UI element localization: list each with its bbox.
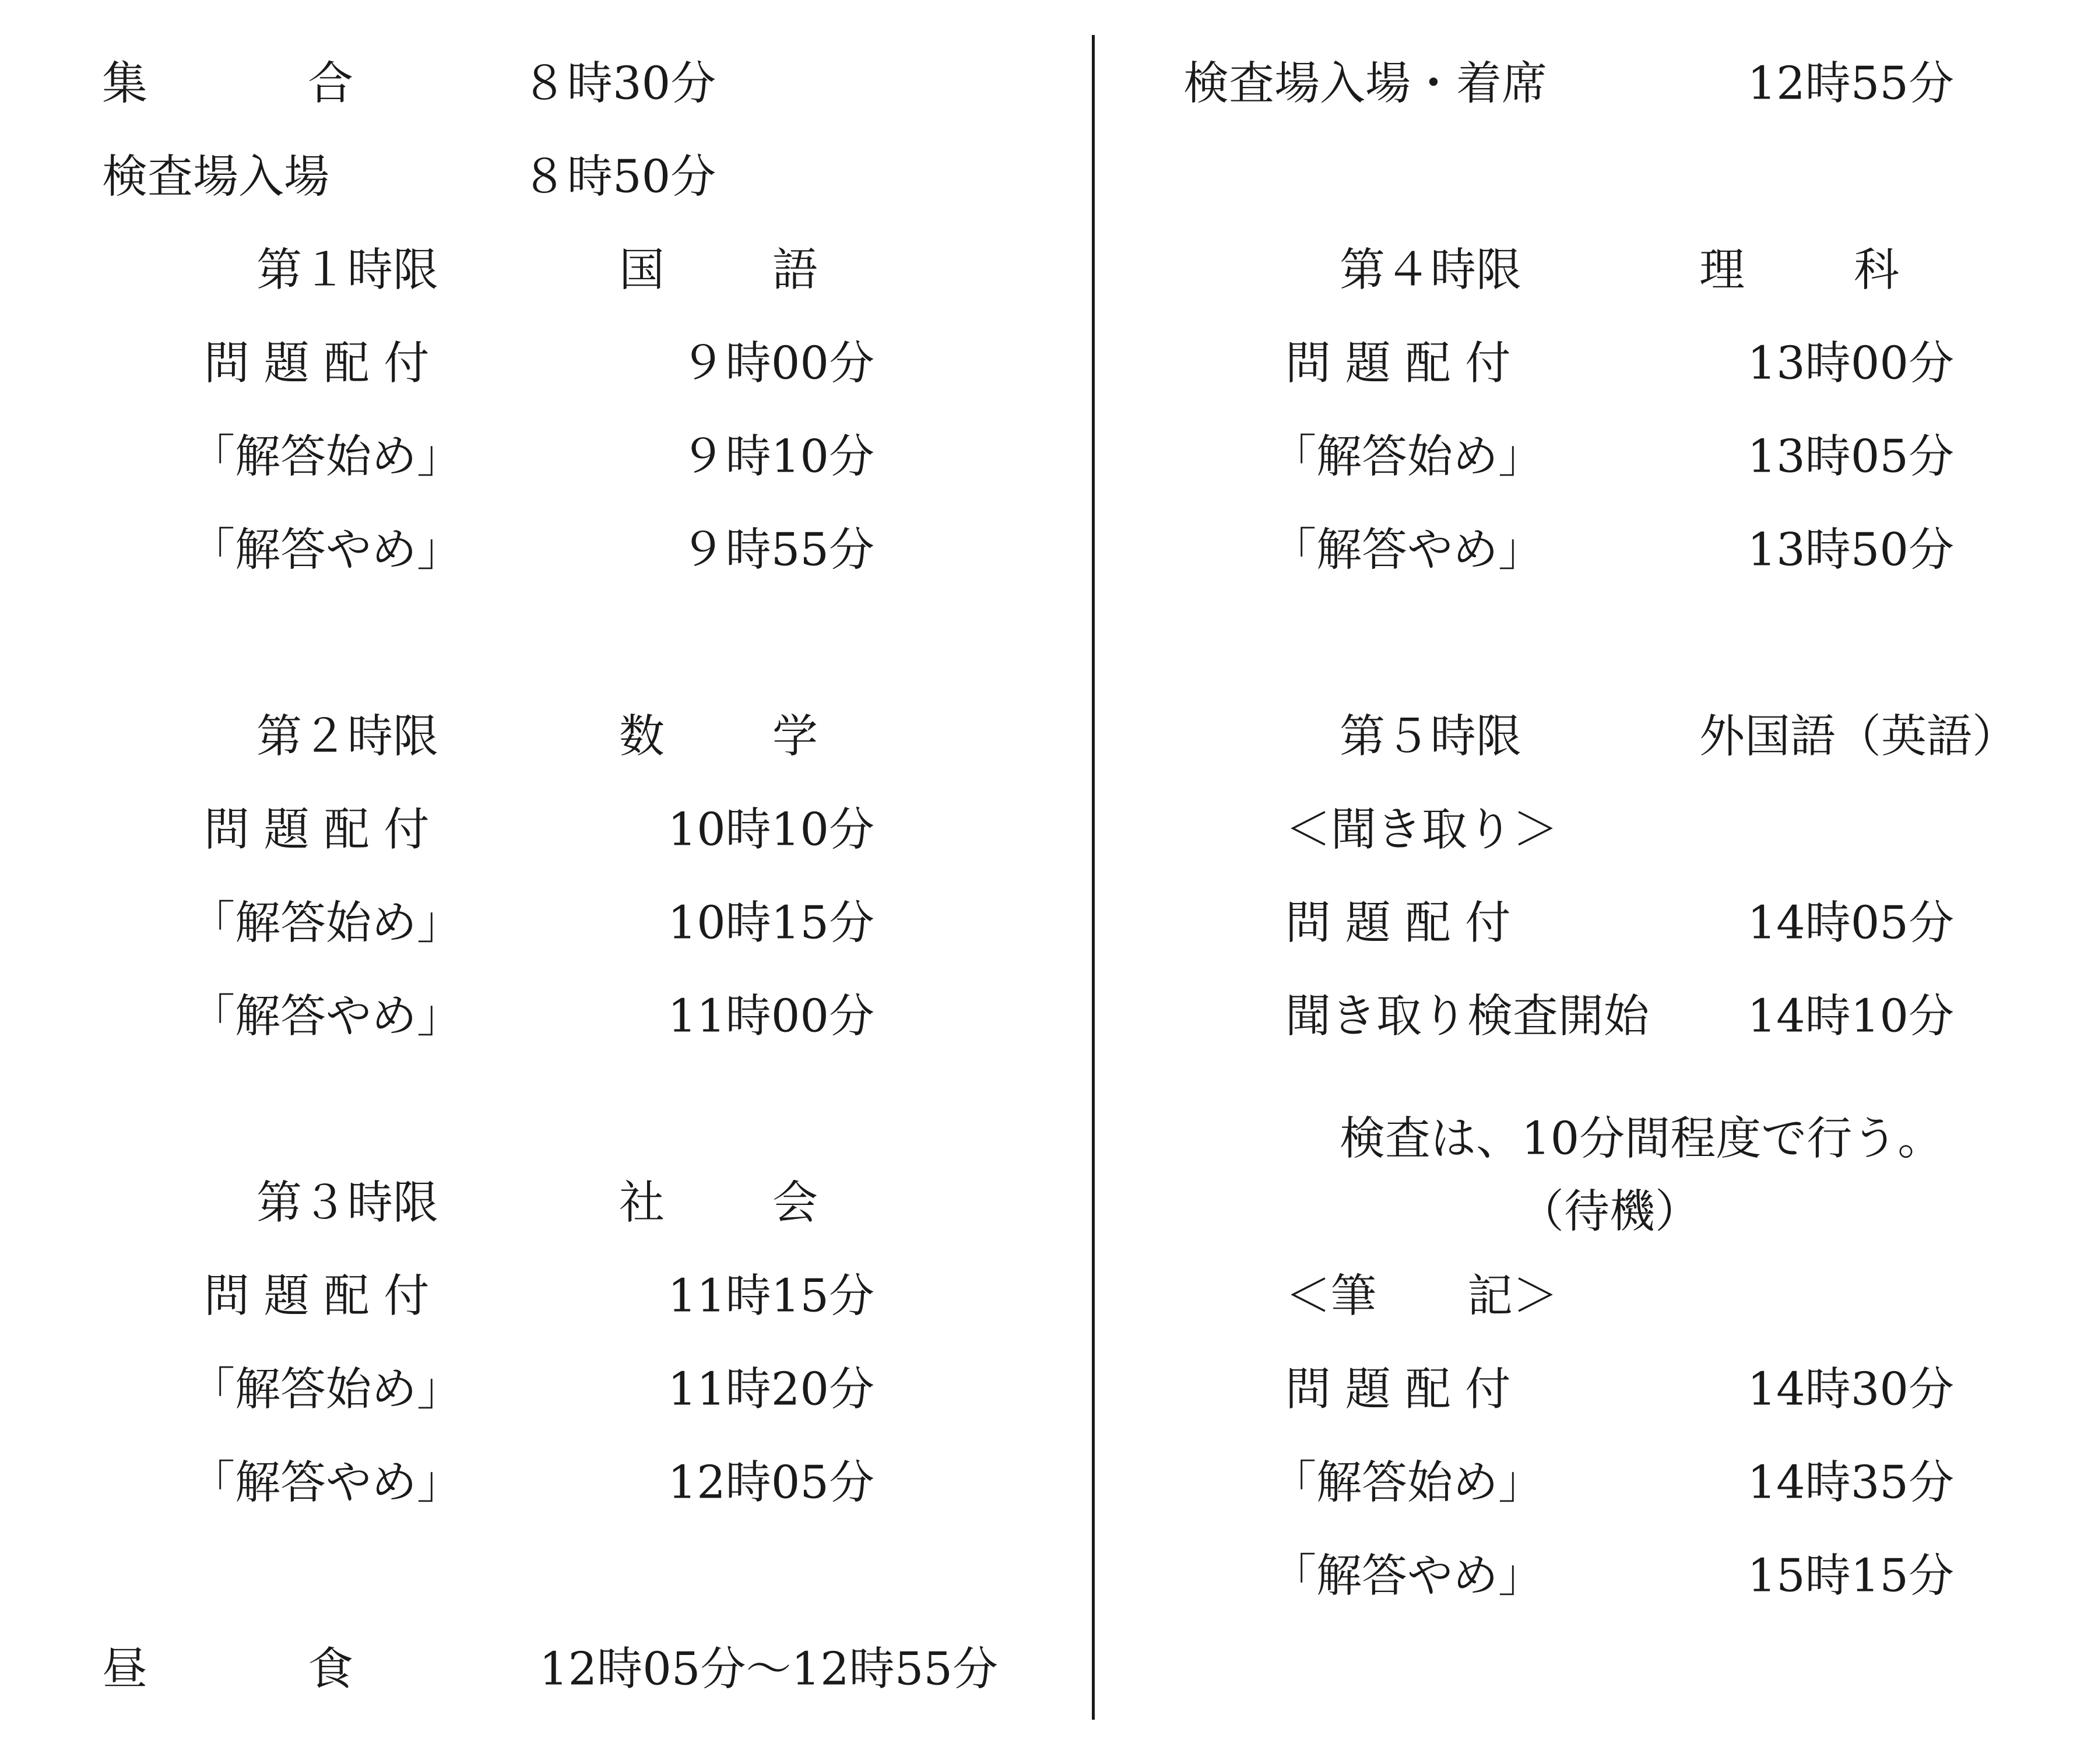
schedule-row-label: 問 題 配 付 bbox=[1285, 1363, 1511, 1416]
schedule-row-time: 10時15分 bbox=[667, 897, 874, 950]
schedule-row-time: ９時55分 bbox=[680, 523, 874, 577]
period-heading: 第１時限 bbox=[256, 244, 439, 297]
schedule-row-time: 14時30分 bbox=[1747, 1363, 1954, 1416]
period-subject-b: 学 bbox=[772, 710, 818, 763]
period-subject-a: 理 bbox=[1699, 244, 1745, 297]
assembly-time: ８時30分 bbox=[522, 57, 716, 110]
period-heading: 第５時限 bbox=[1340, 710, 1522, 763]
listening-note-sub: （待機） bbox=[1519, 1185, 1701, 1238]
lunch-time: 12時05分～12時55分 bbox=[539, 1643, 999, 1696]
schedule-row-time: 12時05分 bbox=[667, 1456, 874, 1509]
listening-header: ＜聞き取り＞ bbox=[1285, 803, 1559, 856]
period-subject-b: 会 bbox=[772, 1176, 818, 1229]
column-divider bbox=[1092, 35, 1095, 1720]
schedule-row-time: 13時05分 bbox=[1747, 430, 1954, 483]
schedule-row-label: 聞き取り検査開始 bbox=[1285, 990, 1650, 1043]
period-heading: 第２時限 bbox=[256, 710, 439, 763]
schedule-row-label: 問 題 配 付 bbox=[204, 337, 430, 390]
schedule-row-time: 13時50分 bbox=[1747, 523, 1954, 577]
schedule-row-time: 11時00分 bbox=[667, 990, 874, 1043]
period-subject-a: 数 bbox=[619, 710, 665, 763]
lunch-label-b: 食 bbox=[308, 1643, 354, 1696]
schedule-row-label: 問 題 配 付 bbox=[1285, 897, 1511, 950]
entry-label: 検査場入場 bbox=[102, 150, 330, 203]
period-subject: 外国語（英語） bbox=[1699, 710, 2018, 763]
schedule-row-label: 問 題 配 付 bbox=[204, 803, 430, 856]
period-subject-a: 国 bbox=[619, 244, 665, 297]
schedule-row-time: 14時05分 bbox=[1747, 897, 1954, 950]
schedule-row-time: 10時10分 bbox=[667, 803, 874, 856]
written-header: ＜筆 記＞ bbox=[1285, 1270, 1559, 1323]
assembly-label-a: 集 bbox=[102, 57, 148, 110]
schedule-row-label: 「解答やめ」 bbox=[1271, 1549, 1544, 1603]
entry-seating-label: 検査場入場・着席 bbox=[1183, 57, 1548, 110]
lunch-label-a: 昼 bbox=[102, 1643, 148, 1696]
schedule-row-label: 問 題 配 付 bbox=[204, 1270, 430, 1323]
period-subject-b: 科 bbox=[1854, 244, 1900, 297]
schedule-row-label: 「解答やめ」 bbox=[189, 523, 463, 577]
schedule-row-label: 「解答やめ」 bbox=[1271, 523, 1544, 577]
period-subject-a: 社 bbox=[619, 1176, 665, 1229]
schedule-row-time: 14時35分 bbox=[1747, 1456, 1954, 1509]
schedule-row-time: 11時15分 bbox=[667, 1270, 874, 1323]
schedule-row-label: 「解答やめ」 bbox=[189, 990, 463, 1043]
schedule-row-label: 「解答始め」 bbox=[189, 1363, 463, 1416]
listening-note: 検査は、10分間程度で行う。 bbox=[1340, 1112, 1944, 1165]
period-heading: 第３時限 bbox=[256, 1176, 439, 1229]
schedule-row-label: 「解答始め」 bbox=[189, 430, 463, 483]
schedule-row-time: 13時00分 bbox=[1747, 337, 1954, 390]
schedule-row-label: 「解答やめ」 bbox=[189, 1456, 463, 1509]
schedule-row-label: 「解答始め」 bbox=[1271, 430, 1544, 483]
entry-time: ８時50分 bbox=[522, 150, 716, 203]
assembly-label-b: 合 bbox=[308, 57, 354, 110]
schedule-row-time: ９時00分 bbox=[680, 337, 874, 390]
schedule-row-label: 問 題 配 付 bbox=[1285, 337, 1511, 390]
schedule-row-time: 15時15分 bbox=[1747, 1549, 1954, 1603]
period-subject-b: 語 bbox=[772, 244, 818, 297]
schedule-row-label: 「解答始め」 bbox=[189, 897, 463, 950]
entry-seating-time: 12時55分 bbox=[1747, 57, 1954, 110]
schedule-row-time: ９時10分 bbox=[680, 430, 874, 483]
schedule-row-time: 11時20分 bbox=[667, 1363, 874, 1416]
schedule-row-label: 「解答始め」 bbox=[1271, 1456, 1544, 1509]
schedule-row-time: 14時10分 bbox=[1747, 990, 1954, 1043]
period-heading: 第４時限 bbox=[1340, 244, 1522, 297]
